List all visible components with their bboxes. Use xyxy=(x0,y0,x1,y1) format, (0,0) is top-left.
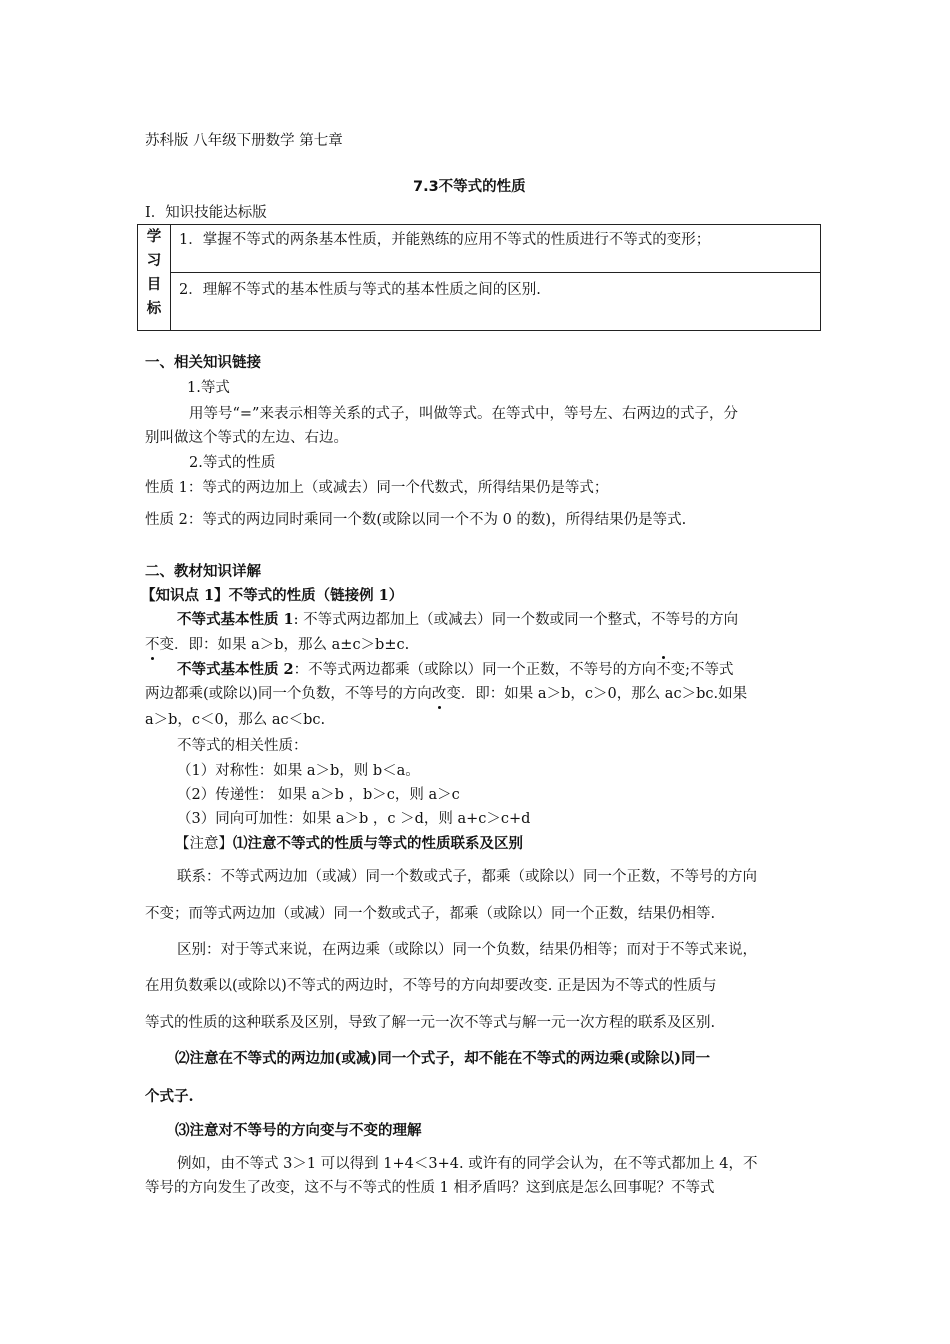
basic-property-2-line xyxy=(145,684,747,704)
basic-property-1-label: 不等式基本性质 1 xyxy=(177,611,294,628)
note-2-line: ⑵注意在不等式的两边加(或减)同一个式子，却不能在不等式的两边乘(或除以)同一 xyxy=(175,1050,710,1067)
note-1-line xyxy=(175,834,523,854)
basic-property-1-line xyxy=(145,635,409,655)
basic-property-2-text: ：不等式两边都乘（或除以）同一个正数，不等号的方向 xyxy=(293,662,657,678)
basic-property-2-text: 变．即：如果 a＞b，c＞0，那么 ac＞bc.如果 xyxy=(446,686,748,702)
goals-label-char: 标 xyxy=(146,300,162,317)
paragraph-line: 联系：不等式两边加（或减）同一个数或式子，都乘（或除以）同一个正数，不等号的方向 xyxy=(177,869,757,885)
paragraph-line: 用等号“=”来表示相等关系的式子，叫做等式。在等式中，等号左、右两边的式子，分 xyxy=(189,406,738,422)
goal-item-2: 2．理解不等式的基本性质与等式的基本性质之间的区别. xyxy=(171,273,821,331)
section-heading-1: 一、相关知识链接 xyxy=(145,354,261,371)
basic-property-2-text: 两边都乘(或除以)同一个负数，不等号的方向 xyxy=(145,686,432,702)
basic-property-2-label: 不等式基本性质 2 xyxy=(177,661,294,678)
paragraph-line: 等号的方向发生了改变，这不与不等式的性质 1 相矛盾吗？这到底是怎么回事呢？不等式 xyxy=(145,1180,715,1196)
emphasis-char: 不 xyxy=(145,637,160,653)
related-property-transitivity: （2）传递性： 如果 a＞b ，b＞c，则 a＞c xyxy=(177,787,460,803)
emphasis-char: 改 xyxy=(431,686,447,702)
basic-property-2-line xyxy=(177,660,734,680)
document-header: 苏科版 八年级下册数学 第七章 xyxy=(145,133,343,149)
goals-label-char: 目 xyxy=(146,276,162,293)
paragraph-line: 在用负数乘以(或除以)不等式的两边时，不等号的方向却要改变. 正是因为不等式的性质与 xyxy=(145,978,717,994)
equation-property-1: 性质 1：等式的两边加上（或减去）同一个代数式，所得结果仍是等式； xyxy=(145,480,609,496)
page-title: 7.3不等式的性质 xyxy=(413,179,526,195)
goals-label-char: 习 xyxy=(146,252,162,269)
paragraph-line: 等式的性质的这种联系及区别，导致了解一元一次不等式与解一元一次方程的联系及区别. xyxy=(145,1015,716,1031)
related-properties-heading: 不等式的相关性质： xyxy=(177,738,308,754)
emphasis-char: 不 xyxy=(656,662,671,678)
paragraph-line: 例如，由不等式 3＞1 可以得到 1+4＜3+4. 或许有的同学会认为，在不等式都加上 4，不 xyxy=(177,1156,758,1172)
basic-property-2-line: a＞b，c＜0，那么 ac＜bc. xyxy=(145,712,326,728)
related-property-additivity: （3）同向可加性：如果 a＞b ，c ＞d，则 a+c＞c+d xyxy=(177,811,531,827)
subheading-equation-properties: 2.等式的性质 xyxy=(189,455,276,471)
goals-label xyxy=(138,225,171,331)
paragraph-line: 不变；而等式两边加（或减）同一个数或式子，都乘（或除以）同一个正数，结果仍相等. xyxy=(145,906,716,922)
paragraph-line: 区别：对于等式来说，在两边乘（或除以）同一个负数，结果仍相等；而对于不等式来说， xyxy=(177,942,757,958)
subheading-equation: 1.等式 xyxy=(187,380,230,396)
basic-property-2-text: 变;不等式 xyxy=(670,662,734,678)
note-1-title: ⑴注意不等式的性质与等式的性质联系及区别 xyxy=(233,835,523,852)
learning-goals-table xyxy=(137,224,821,331)
note-3-title: ⑶注意对不等号的方向变与不变的理解 xyxy=(175,1122,422,1139)
note-2-line: 个式子. xyxy=(145,1088,194,1105)
goals-label-char: 学 xyxy=(146,228,162,245)
goal-item-1: 1．掌握不等式的两条基本性质，并能熟练的应用不等式的性质进行不等式的变形； xyxy=(171,225,821,273)
section-heading-I: I．知识技能达标版 xyxy=(145,205,267,221)
basic-property-1-text: 变．即：如果 a＞b，那么 a±c＞b±c. xyxy=(159,637,410,653)
basic-property-1-text: : 不等式两边都加上（或减去）同一个数或同一个整式，不等号的方向 xyxy=(293,612,739,628)
paragraph-line: 别叫做这个等式的左边、右边。 xyxy=(145,430,348,446)
basic-property-1-line xyxy=(177,610,738,630)
knowledge-point-1-heading: 【知识点 1】不等式的性质（链接例 1） xyxy=(141,587,404,604)
related-property-symmetry: （1）对称性：如果 a＞b，则 b＜a。 xyxy=(177,763,420,779)
equation-property-2: 性质 2：等式的两边同时乘同一个数(或除以同一个不为 0 的数)，所得结果仍是等式. xyxy=(145,512,687,528)
section-heading-2: 二、教材知识详解 xyxy=(145,563,261,580)
note-label: 【注意】 xyxy=(175,836,233,852)
